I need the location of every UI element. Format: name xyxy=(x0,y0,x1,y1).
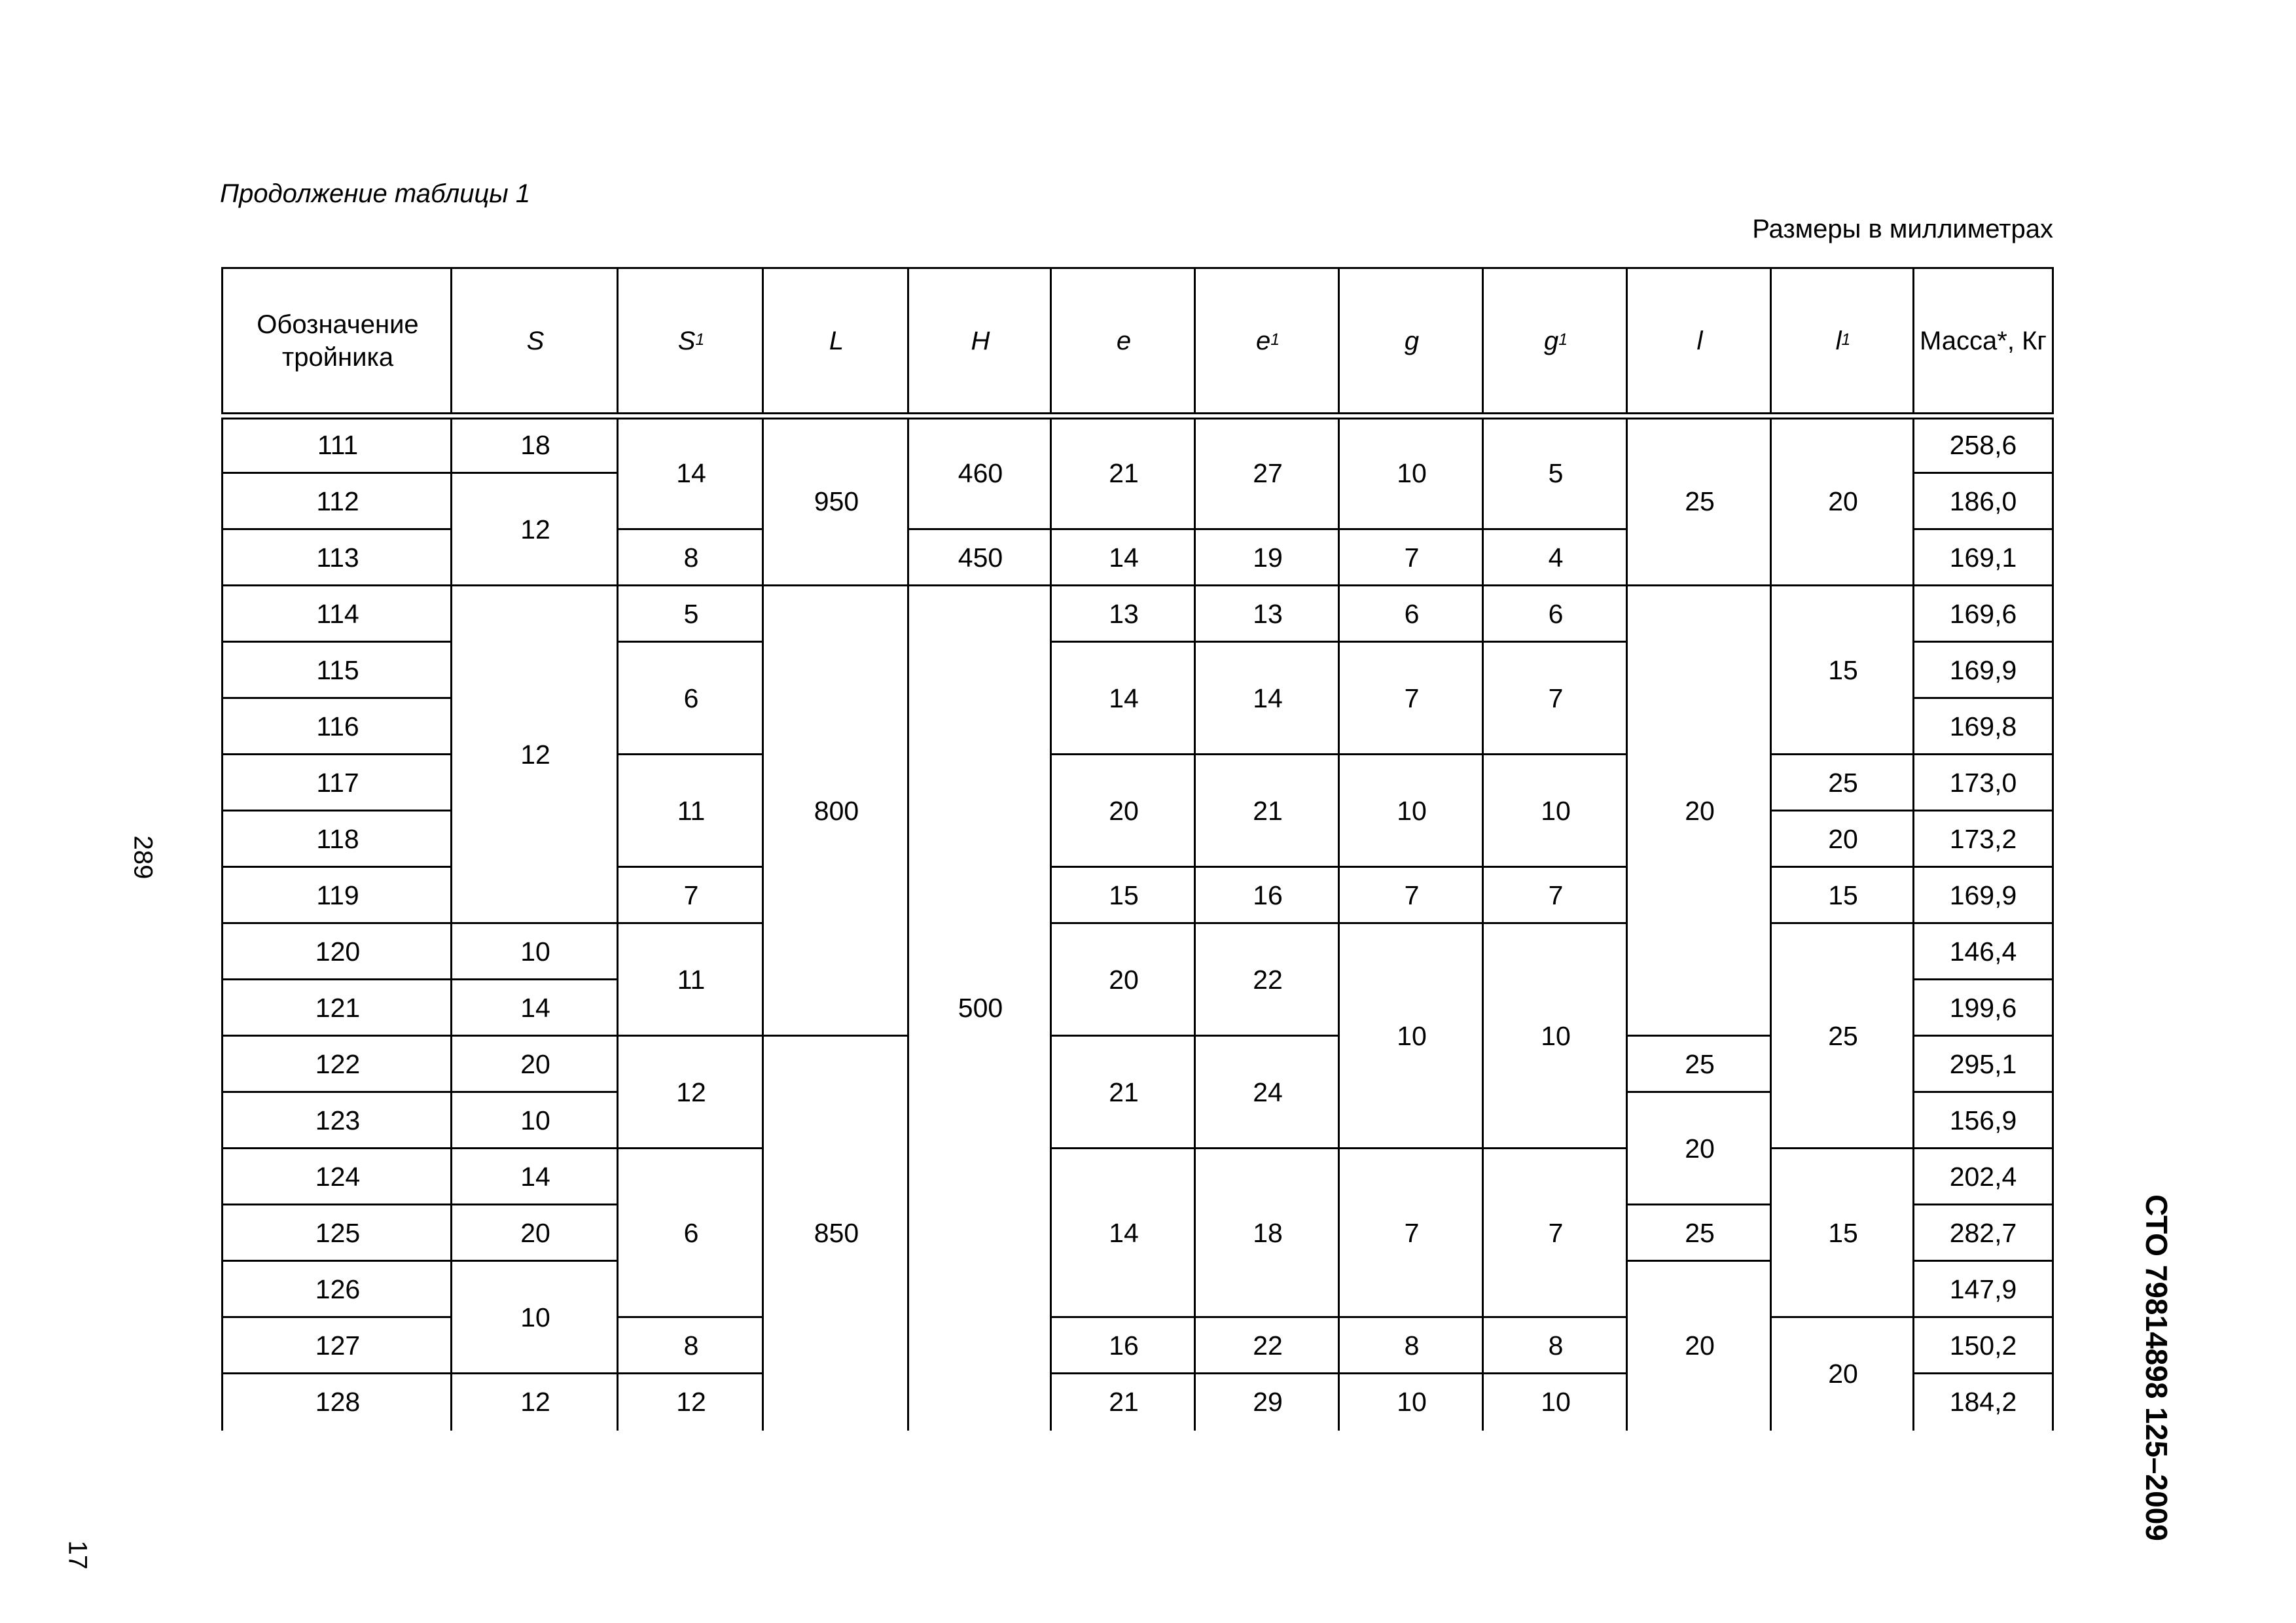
cell-g1: 7 xyxy=(1482,641,1628,755)
cell-g1: 10 xyxy=(1482,1372,1628,1431)
cell-e: 21 xyxy=(1050,416,1196,530)
cell-mass: 186,0 xyxy=(1912,472,2054,530)
cell-l1: 20 xyxy=(1770,810,1914,868)
cell-s1: 11 xyxy=(617,753,764,868)
cell-s1: 12 xyxy=(617,1035,764,1149)
cell-designation: 127 xyxy=(221,1316,452,1374)
cell-g: 10 xyxy=(1338,922,1484,1149)
cell-h: 500 xyxy=(907,584,1052,1431)
cell-s1: 11 xyxy=(617,922,764,1037)
cell-e: 21 xyxy=(1050,1372,1196,1431)
page-number-side: 289 xyxy=(128,835,158,880)
cell-l: 20 xyxy=(1626,1260,1772,1431)
cell-s1: 14 xyxy=(617,416,764,530)
header-s1-sub: 1 xyxy=(695,331,705,349)
cell-g: 10 xyxy=(1338,416,1484,530)
cell-mass: 146,4 xyxy=(1912,922,2054,980)
header-l1-label: l xyxy=(1835,326,1842,355)
cell-e: 16 xyxy=(1050,1316,1196,1374)
cell-g: 6 xyxy=(1338,584,1484,643)
cell-g1: 10 xyxy=(1482,922,1628,1149)
cell-mass: 150,2 xyxy=(1912,1316,2054,1374)
cell-e1: 16 xyxy=(1194,866,1340,924)
cell-designation: 117 xyxy=(221,753,452,812)
cell-e1: 22 xyxy=(1194,1316,1340,1374)
cell-mass: 202,4 xyxy=(1912,1147,2054,1205)
cell-e: 14 xyxy=(1050,1147,1196,1318)
header-e xyxy=(1050,267,1196,414)
cell-designation: 118 xyxy=(221,810,452,868)
cell-designation: 124 xyxy=(221,1147,452,1205)
cell-g1: 10 xyxy=(1482,753,1628,868)
header-g1-label: g xyxy=(1543,326,1559,355)
cell-l1: 20 xyxy=(1770,1316,1914,1431)
cell-l1: 25 xyxy=(1770,753,1914,812)
cell-e: 13 xyxy=(1050,584,1196,643)
table-caption: Продолжение таблицы 1 xyxy=(220,179,531,208)
cell-designation: 123 xyxy=(221,1091,452,1149)
cell-mass: 156,9 xyxy=(1912,1091,2054,1149)
header-mass: Масса*, Кг xyxy=(1912,267,2054,414)
cell-g: 10 xyxy=(1338,753,1484,868)
cell-mass: 169,6 xyxy=(1912,584,2054,643)
cell-s: 18 xyxy=(450,416,619,474)
header-e1-label: e xyxy=(1255,326,1271,355)
cell-s1: 6 xyxy=(617,1147,764,1318)
header-e1-sub: 1 xyxy=(1270,331,1280,349)
cell-g: 7 xyxy=(1338,1147,1484,1318)
header-l-label: l xyxy=(1696,326,1703,355)
cell-designation: 120 xyxy=(221,922,452,980)
cell-g1: 5 xyxy=(1482,416,1628,530)
cell-e1: 21 xyxy=(1194,753,1340,868)
header-separator xyxy=(221,412,2054,419)
cell-l: 20 xyxy=(1626,584,1772,1037)
cell-e: 14 xyxy=(1050,641,1196,755)
cell-g: 7 xyxy=(1338,641,1484,755)
cell-s: 10 xyxy=(450,922,619,980)
cell-mass: 295,1 xyxy=(1912,1035,2054,1093)
cell-mass: 184,2 xyxy=(1912,1372,2054,1431)
cell-s: 14 xyxy=(450,978,619,1037)
cell-e: 20 xyxy=(1050,753,1196,868)
cell-l1: 15 xyxy=(1770,584,1914,755)
cell-designation: 113 xyxy=(221,528,452,586)
cell-g: 10 xyxy=(1338,1372,1484,1431)
cell-e: 21 xyxy=(1050,1035,1196,1149)
header-designation: Обозначение тройника xyxy=(221,267,452,414)
cell-e1: 24 xyxy=(1194,1035,1340,1149)
header-h xyxy=(907,267,1052,414)
cell-l: 25 xyxy=(1626,1204,1772,1262)
cell-l: 950 xyxy=(762,416,909,586)
cell-mass: 258,6 xyxy=(1912,416,2054,474)
cell-l: 25 xyxy=(1626,416,1772,586)
cell-designation: 122 xyxy=(221,1035,452,1093)
header-l1 xyxy=(1770,267,1914,414)
cell-e1: 18 xyxy=(1194,1147,1340,1318)
header-h-label: H xyxy=(971,326,990,355)
cell-h: 460 xyxy=(907,416,1052,530)
cell-designation: 112 xyxy=(221,472,452,530)
cell-designation: 116 xyxy=(221,697,452,755)
cell-g: 7 xyxy=(1338,866,1484,924)
cell-g1: 7 xyxy=(1482,1147,1628,1318)
cell-s: 14 xyxy=(450,1147,619,1205)
header-s1 xyxy=(617,267,764,414)
cell-g1: 8 xyxy=(1482,1316,1628,1374)
cell-l1: 20 xyxy=(1770,416,1914,586)
header-l-upper xyxy=(762,267,909,414)
cell-mass: 173,2 xyxy=(1912,810,2054,868)
cell-s1: 8 xyxy=(617,528,764,586)
cell-designation: 114 xyxy=(221,584,452,643)
cell-s1: 12 xyxy=(617,1372,764,1431)
cell-s1: 7 xyxy=(617,866,764,924)
cell-g1: 7 xyxy=(1482,866,1628,924)
cell-mass: 199,6 xyxy=(1912,978,2054,1037)
header-e1 xyxy=(1194,267,1340,414)
cell-l: 850 xyxy=(762,1035,909,1431)
cell-s: 20 xyxy=(450,1035,619,1093)
cell-mass: 147,9 xyxy=(1912,1260,2054,1318)
cell-e1: 19 xyxy=(1194,528,1340,586)
header-g-label: g xyxy=(1404,326,1420,355)
cell-g1: 4 xyxy=(1482,528,1628,586)
cell-designation: 119 xyxy=(221,866,452,924)
cell-designation: 126 xyxy=(221,1260,452,1318)
header-e-label: e xyxy=(1116,326,1132,355)
cell-designation: 115 xyxy=(221,641,452,699)
cell-e1: 22 xyxy=(1194,922,1340,1037)
header-s1-label: S xyxy=(677,326,696,355)
header-l xyxy=(1626,267,1772,414)
cell-e1: 27 xyxy=(1194,416,1340,530)
cell-s: 20 xyxy=(450,1204,619,1262)
header-l1-sub: 1 xyxy=(1841,331,1851,349)
cell-designation: 111 xyxy=(221,416,452,474)
cell-e1: 13 xyxy=(1194,584,1340,643)
cell-g: 7 xyxy=(1338,528,1484,586)
cell-s: 12 xyxy=(450,472,619,586)
cell-l: 25 xyxy=(1626,1035,1772,1093)
cell-mass: 169,8 xyxy=(1912,697,2054,755)
cell-mass: 173,0 xyxy=(1912,753,2054,812)
cell-designation: 121 xyxy=(221,978,452,1037)
cell-e: 15 xyxy=(1050,866,1196,924)
cell-s1: 8 xyxy=(617,1316,764,1374)
cell-h: 450 xyxy=(907,528,1052,586)
header-s-label: S xyxy=(526,326,545,355)
cell-l: 20 xyxy=(1626,1091,1772,1205)
cell-designation: 128 xyxy=(221,1372,452,1431)
cell-s1: 5 xyxy=(617,584,764,643)
cell-s: 12 xyxy=(450,584,619,924)
cell-s1: 6 xyxy=(617,641,764,755)
cell-l1: 15 xyxy=(1770,866,1914,924)
cell-g: 8 xyxy=(1338,1316,1484,1374)
cell-mass: 282,7 xyxy=(1912,1204,2054,1262)
header-l-upper-label: L xyxy=(829,326,844,355)
cell-l1: 15 xyxy=(1770,1147,1914,1318)
cell-mass: 169,1 xyxy=(1912,528,2054,586)
cell-e1: 29 xyxy=(1194,1372,1340,1431)
units-note: Размеры в миллиметрах xyxy=(1752,215,2053,243)
cell-s: 12 xyxy=(450,1372,619,1431)
cell-designation: 125 xyxy=(221,1204,452,1262)
cell-mass: 169,9 xyxy=(1912,866,2054,924)
cell-mass: 169,9 xyxy=(1912,641,2054,699)
cell-l1: 25 xyxy=(1770,922,1914,1149)
header-s xyxy=(450,267,619,414)
cell-e: 20 xyxy=(1050,922,1196,1037)
header-g xyxy=(1338,267,1484,414)
cell-s: 10 xyxy=(450,1091,619,1149)
cell-l: 800 xyxy=(762,584,909,1037)
cell-e1: 14 xyxy=(1194,641,1340,755)
standard-code: СТО 79814898 125–2009 xyxy=(2140,1194,2174,1541)
cell-e: 14 xyxy=(1050,528,1196,586)
header-g1 xyxy=(1482,267,1628,414)
page-number-bottom: 17 xyxy=(63,1540,92,1570)
dimensions-table xyxy=(221,267,2054,1423)
cell-s: 10 xyxy=(450,1260,619,1374)
cell-g1: 6 xyxy=(1482,584,1628,643)
header-g1-sub: 1 xyxy=(1558,331,1568,349)
